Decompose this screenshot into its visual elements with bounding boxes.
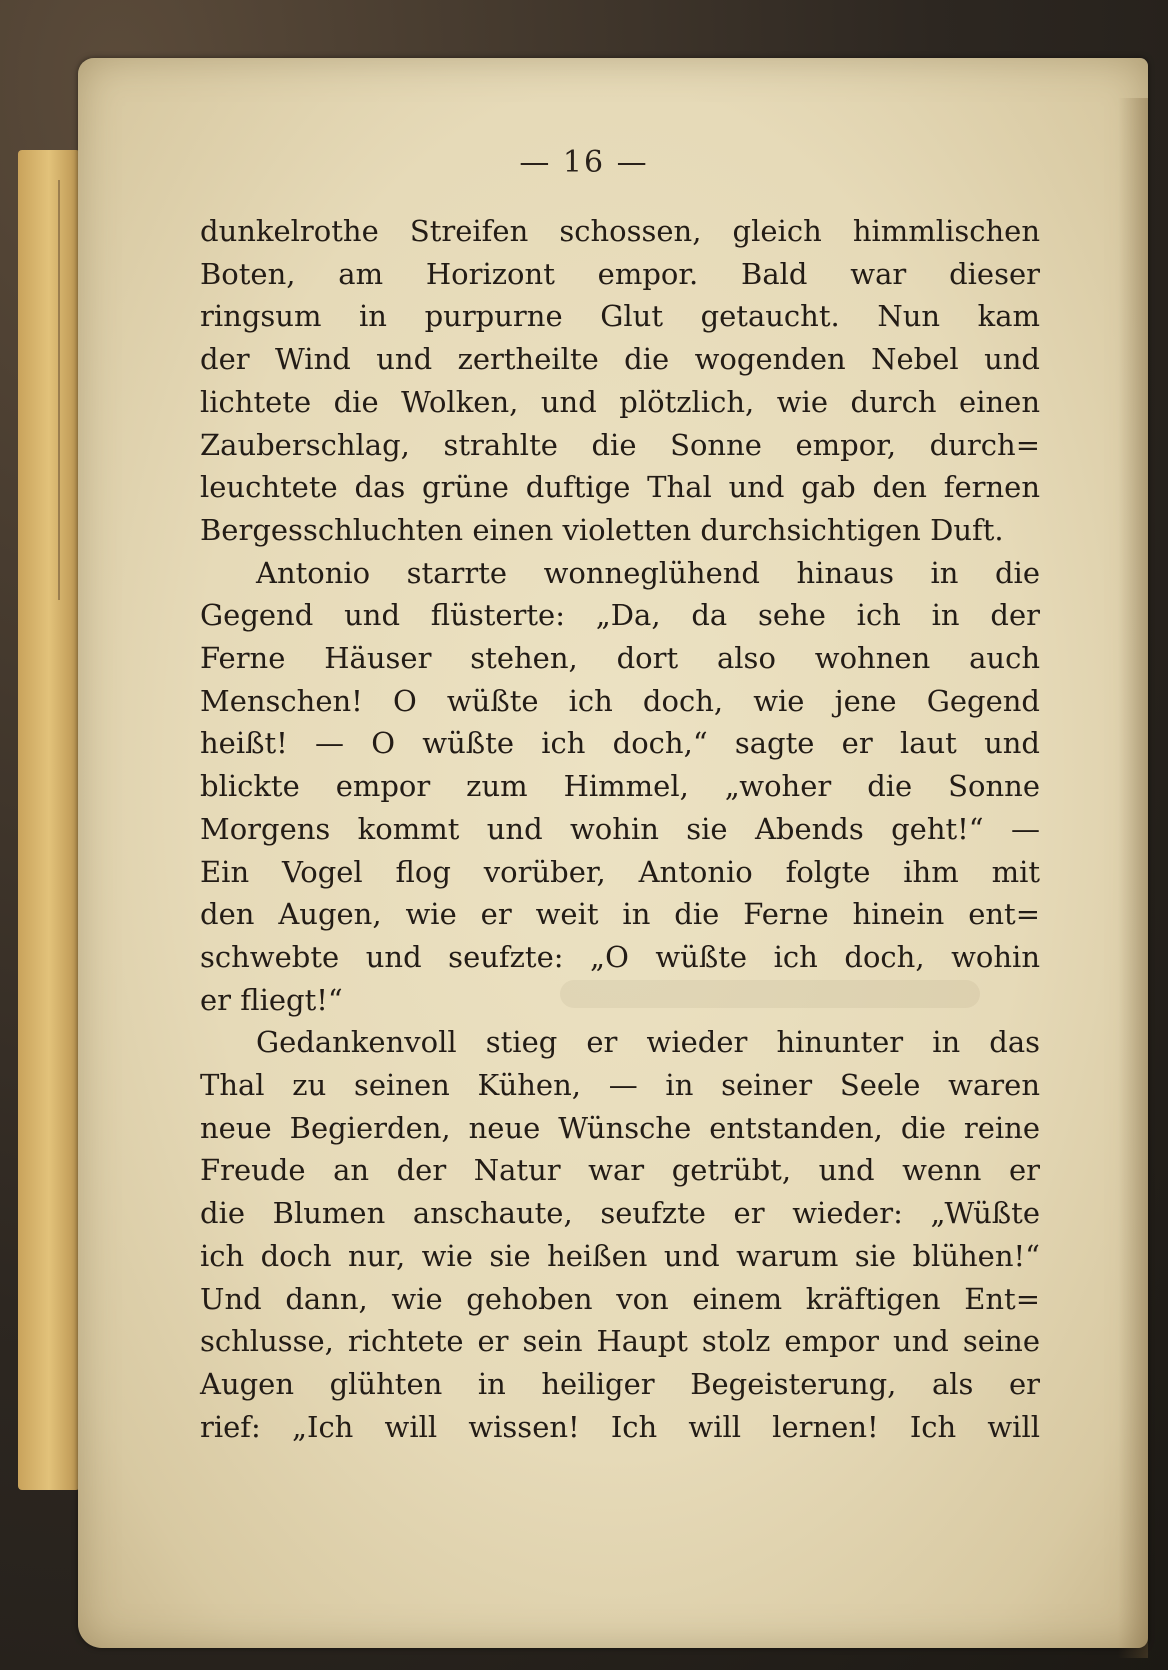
text-line: Morgens kommt und wohin sie Abends geht!“ — [200, 811, 1040, 846]
text-line: rief: „Ich will wissen! Ich will lernen! Ich will [200, 1409, 1040, 1444]
text-line: Freude an der Natur war getrübt, und wenn er [200, 1153, 1040, 1188]
text-line: Und dann, wie gehoben von einem kräftigen Ent= [200, 1281, 1040, 1316]
text-line: ich doch nur, wie sie heißen und warum sie blühen!“ [200, 1238, 1040, 1273]
text-line: Menschen! O wüßte ich doch, wie jene Gegend [200, 683, 1040, 718]
text-line: dunkelrothe Streifen schossen, gleich himmlischen [200, 214, 1040, 248]
body-text [200, 210, 1040, 1448]
text-line: ringsum in purpurne Glut getaucht. Nun kam [200, 299, 1040, 334]
text-line: lichtete die Wolken, und plötzlich, wie durch einen [200, 384, 1040, 419]
text-line: der Wind und zertheilte die wogenden Nebel und [200, 342, 1040, 377]
text-line: blickte empor zum Himmel, „woher die Sonne [200, 769, 1040, 804]
text-line: Zauberschlag, strahlte die Sonne empor, durch= [200, 427, 1040, 462]
text-line: er fliegt!“ [200, 982, 343, 1017]
text-line: Thal zu seinen Kühen, — in seiner Seele waren [200, 1068, 1040, 1103]
text-line: neue Begierden, neue Wünsche entstanden, die reine [200, 1110, 1040, 1145]
text-line: leuchtete das grüne duftige Thal und gab den fernen [200, 470, 1040, 505]
text-line: Boten, am Horizont empor. Bald war dieser [200, 256, 1040, 291]
text-line: den Augen, wie er weit in die Ferne hinein ent= [200, 897, 1040, 932]
text-line: Ein Vogel flog vorüber, Antonio folgte ihm mit [200, 854, 1040, 889]
text-line: schlusse, richtete er sein Haupt stolz empor und seine [200, 1324, 1040, 1359]
text-line: Bergesschluchten einen violetten durchsichtigen Duft. [200, 512, 1004, 547]
text-line: Gegend und flüsterte: „Da, da sehe ich in der [200, 598, 1040, 633]
text-line: heißt! — O wüßte ich doch,“ sagte er laut und [200, 726, 1040, 761]
text-line: Antonio starrte wonneglühend hinaus in die [256, 555, 1040, 590]
text-line: schwebte und seufzte: „O wüßte ich doch, wohin [200, 939, 1040, 974]
text-line: Ferne Häuser stehen, dort also wohnen auch [200, 641, 1040, 676]
page-number: — 16 — [519, 145, 649, 180]
text-line: Gedankenvoll stieg er wieder hinunter in das [256, 1025, 1040, 1060]
text-line: die Blumen anschaute, seufzte er wieder: „Wüßte [200, 1196, 1040, 1231]
page-edge-shadow [1118, 98, 1148, 1658]
text-line: Augen glühten in heiliger Begeisterung, als er [200, 1366, 1040, 1401]
